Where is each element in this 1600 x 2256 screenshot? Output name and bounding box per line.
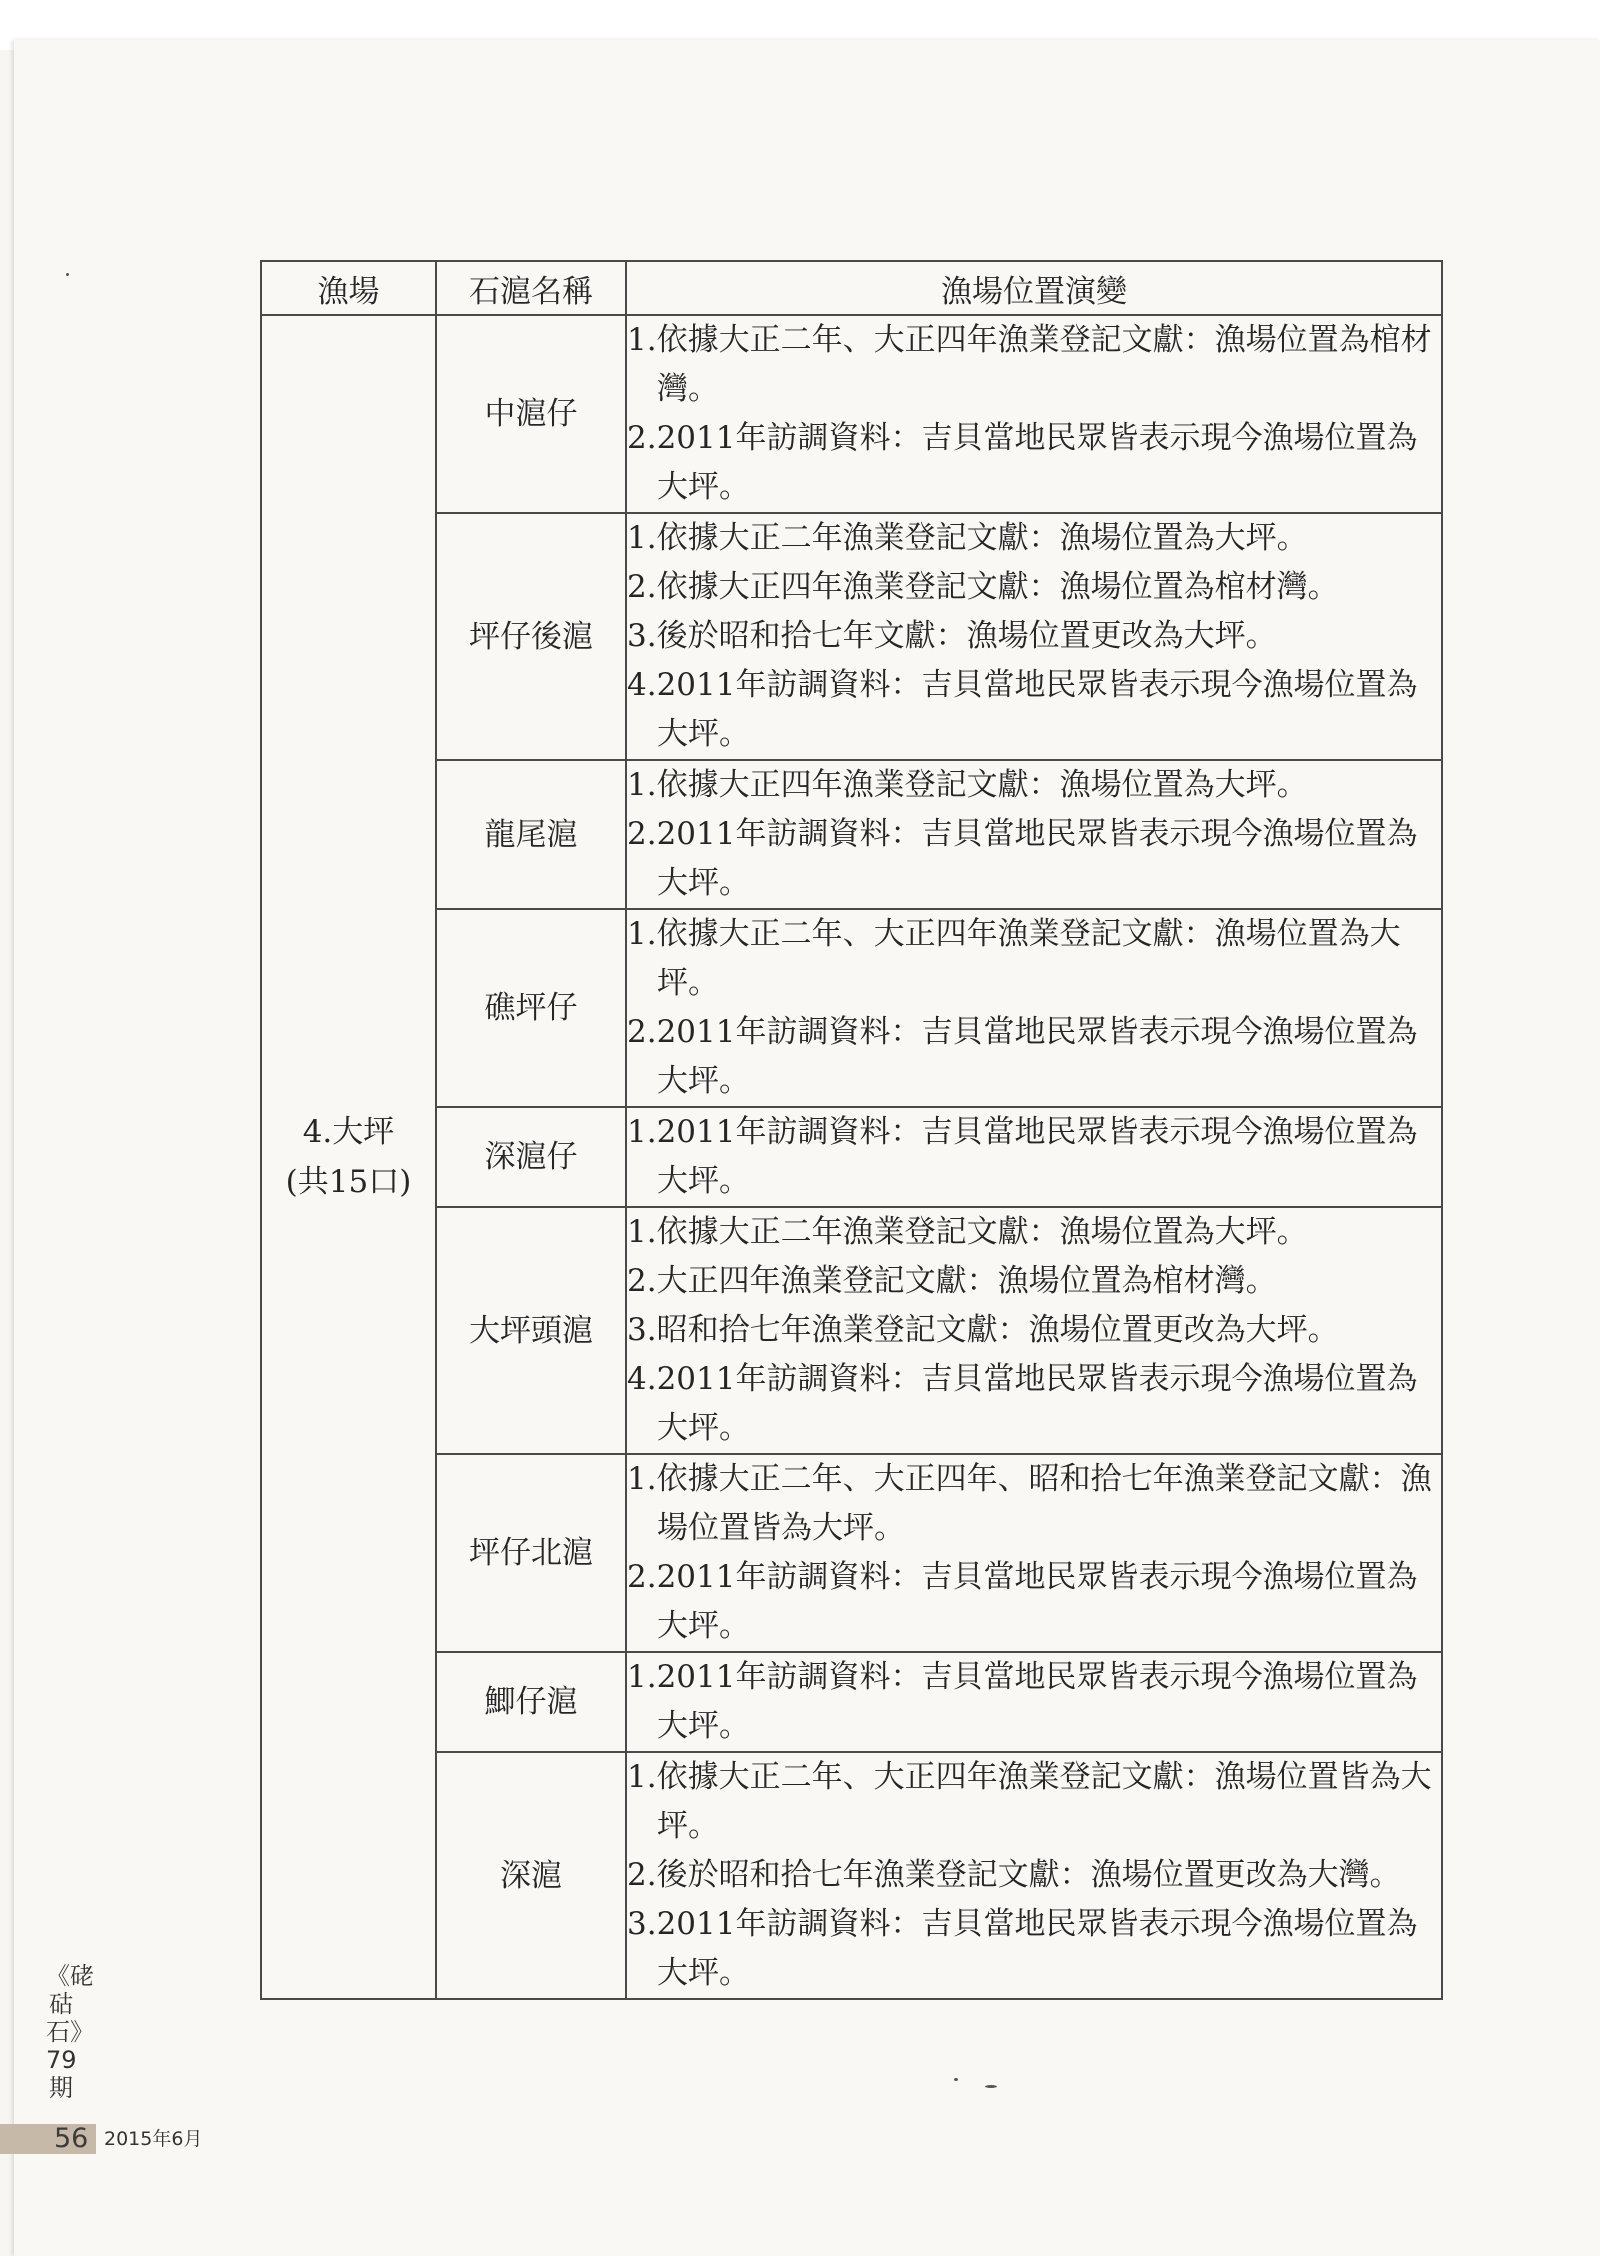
weir-name-cell: 鯽仔滬 — [436, 1652, 626, 1752]
header-location-history: 漁場位置演變 — [626, 261, 1442, 315]
weir-name-cell: 深滬 — [436, 1752, 626, 1999]
scan-speck — [985, 2085, 997, 2088]
weir-name-cell: 深滬仔 — [436, 1107, 626, 1207]
table-row — [261, 760, 1442, 909]
history-entry: 2.後於昭和拾七年漁業登記文獻：漁場位置更改為大灣。 — [627, 1857, 1401, 1893]
location-history-cell — [626, 760, 1442, 909]
history-entry: 1.依據大正四年漁業登記文獻：漁場位置為大坪。 — [627, 767, 1308, 803]
weir-name-cell: 坪仔北滬 — [436, 1454, 626, 1652]
location-history-cell — [626, 1107, 1442, 1207]
page-number: 56 — [54, 2123, 89, 2154]
history-entry: 1.依據大正二年、大正四年、昭和拾七年漁業登記文獻：漁場位置皆為大坪。 — [627, 1461, 1432, 1546]
weir-name-cell: 大坪頭滬 — [436, 1207, 626, 1454]
history-entry: 2.2011年訪調資料：吉貝當地民眾皆表示現今漁場位置為大坪。 — [627, 1559, 1418, 1644]
fishing-ground-cell — [261, 315, 436, 1999]
table-row — [261, 1752, 1442, 1999]
table-row — [261, 909, 1442, 1107]
header-weir-name: 石滬名稱 — [436, 261, 626, 315]
history-entry: 1.2011年訪調資料：吉貝當地民眾皆表示現今漁場位置為大坪。 — [627, 1659, 1418, 1744]
table-row — [261, 1207, 1442, 1454]
history-entry: 2.大正四年漁業登記文獻：漁場位置為棺材灣。 — [627, 1263, 1277, 1299]
history-entry: 1.依據大正二年、大正四年漁業登記文獻：漁場位置皆為大坪。 — [627, 1759, 1432, 1844]
history-entry: 2.2011年訪調資料：吉貝當地民眾皆表示現今漁場位置為大坪。 — [627, 1014, 1418, 1099]
history-entry: 4.2011年訪調資料：吉貝當地民眾皆表示現今漁場位置為大坪。 — [627, 1361, 1418, 1446]
history-entry: 1.依據大正二年、大正四年漁業登記文獻：漁場位置為棺材灣。 — [627, 322, 1432, 407]
magazine-title: 《硓𥑮石》79期 — [46, 1962, 94, 2102]
history-entry: 3.2011年訪調資料：吉貝當地民眾皆表示現今漁場位置為大坪。 — [627, 1906, 1418, 1991]
location-history-cell — [626, 909, 1442, 1107]
header-fishing-ground: 漁場 — [261, 261, 436, 315]
location-history-cell — [626, 315, 1442, 513]
table-row — [261, 1107, 1442, 1207]
location-history-cell — [626, 1207, 1442, 1454]
history-entry: 3.後於昭和拾七年文獻：漁場位置更改為大坪。 — [627, 618, 1277, 654]
history-entry: 1.依據大正二年漁業登記文獻：漁場位置為大坪。 — [627, 520, 1308, 556]
location-history-cell — [626, 1752, 1442, 1999]
history-entry: 3.昭和拾七年漁業登記文獻：漁場位置更改為大坪。 — [627, 1312, 1339, 1348]
location-history-cell — [626, 1652, 1442, 1752]
table-row — [261, 1454, 1442, 1652]
fishery-table — [260, 260, 1443, 2000]
weir-name-cell: 中滬仔 — [436, 315, 626, 513]
history-entry: 4.2011年訪調資料：吉貝當地民眾皆表示現今漁場位置為大坪。 — [627, 667, 1418, 752]
history-entry: 1.依據大正二年漁業登記文獻：漁場位置為大坪。 — [627, 1214, 1308, 1250]
table-row — [261, 315, 1442, 513]
scan-speck — [66, 273, 69, 276]
history-entry: 2.2011年訪調資料：吉貝當地民眾皆表示現今漁場位置為大坪。 — [627, 420, 1418, 505]
history-entry: 2.依據大正四年漁業登記文獻：漁場位置為棺材灣。 — [627, 569, 1339, 605]
history-entry: 1.依據大正二年、大正四年漁業登記文獻：漁場位置為大坪。 — [627, 916, 1401, 1001]
scan-speck — [954, 2078, 958, 2081]
weir-name-cell: 坪仔後滬 — [436, 513, 626, 760]
table-row — [261, 513, 1442, 760]
table-header-row — [261, 261, 1442, 315]
history-entry: 2.2011年訪調資料：吉貝當地民眾皆表示現今漁場位置為大坪。 — [627, 816, 1418, 901]
fishing-ground-name: 4.大坪 — [302, 1114, 395, 1150]
weir-name-cell: 龍尾滬 — [436, 760, 626, 909]
fishing-ground-count: (共15口) — [285, 1164, 412, 1200]
table-row — [261, 1652, 1442, 1752]
weir-name-cell: 礁坪仔 — [436, 909, 626, 1107]
location-history-cell — [626, 1454, 1442, 1652]
location-history-cell — [626, 513, 1442, 760]
issue-date: 2015年6月 — [104, 2128, 203, 2150]
history-entry: 1.2011年訪調資料：吉貝當地民眾皆表示現今漁場位置為大坪。 — [627, 1114, 1418, 1199]
